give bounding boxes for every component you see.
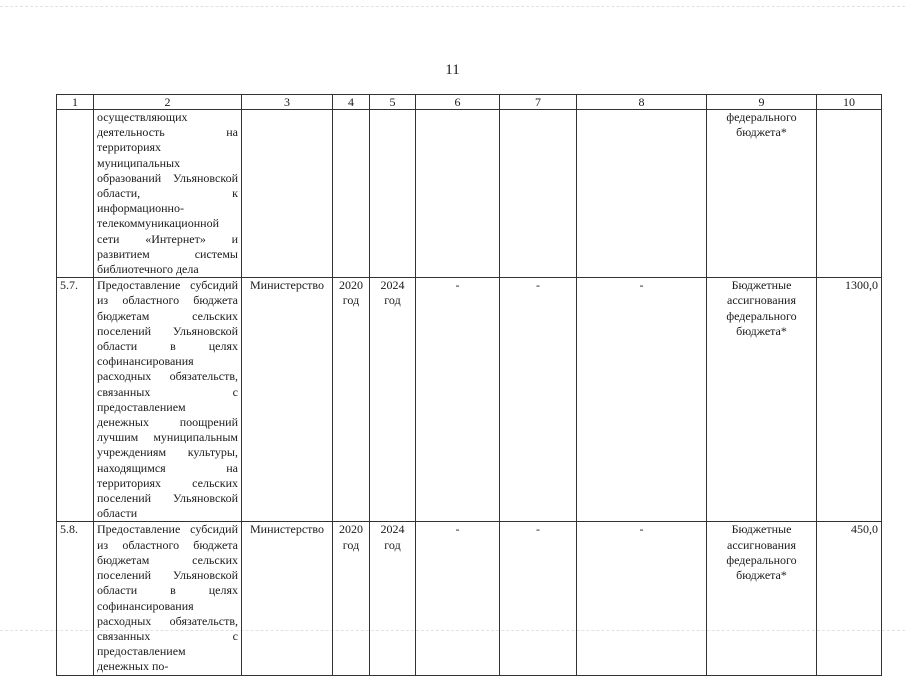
funding-amount: 1300,0 bbox=[817, 278, 882, 522]
executor bbox=[242, 110, 333, 278]
column-header: 1 bbox=[57, 95, 94, 110]
cell-col-7: - bbox=[500, 522, 577, 675]
page-number: 11 bbox=[445, 62, 460, 78]
column-header: 7 bbox=[500, 95, 577, 110]
end-year: 2024 год bbox=[370, 278, 416, 522]
funding-source: Бюджетные ассигнования федерального бюджета* bbox=[707, 278, 817, 522]
cell-col-6 bbox=[416, 110, 500, 278]
cell-col-8: - bbox=[577, 522, 707, 675]
cell-col-8: - bbox=[577, 278, 707, 522]
end-year bbox=[370, 110, 416, 278]
funding-amount: 450,0 bbox=[817, 522, 882, 675]
measure-description: Предоставление субсидий из областного бюджета бюджетам сельских поселений Ульяновской области в целях софинансирования расходных обязательств, связанных с предоставлением денежных поощрений лучшим муниципальным учреждениям культуры, находящимся на территориях сельских поселений Ульяновской области bbox=[94, 278, 242, 522]
column-header: 8 bbox=[577, 95, 707, 110]
cell-col-6: - bbox=[416, 522, 500, 675]
column-header: 3 bbox=[242, 95, 333, 110]
start-year bbox=[333, 110, 370, 278]
column-header: 5 bbox=[370, 95, 416, 110]
measure-description: Предоставление субсидий из областного бюджета бюджетам сельских поселений Ульяновской области в целях софинансирования расходных обязательств, связанных с предоставлением денежных по- bbox=[94, 522, 242, 675]
cell-col-7: - bbox=[500, 278, 577, 522]
table-row bbox=[57, 110, 882, 278]
cell-col-7 bbox=[500, 110, 577, 278]
table-row bbox=[57, 522, 882, 675]
program-table bbox=[56, 94, 882, 676]
measure-description: осуществляющих деятельность на территориях муниципальных образований Ульяновской области, к информационно-телекоммуникационной сети «Интернет» и развитием системы библиотечного дела bbox=[94, 110, 242, 278]
funding-amount bbox=[817, 110, 882, 278]
cell-col-8 bbox=[577, 110, 707, 278]
column-header: 10 bbox=[817, 95, 882, 110]
column-header: 6 bbox=[416, 95, 500, 110]
funding-source: федерального бюджета* bbox=[707, 110, 817, 278]
executor: Министерство bbox=[242, 278, 333, 522]
executor: Министерство bbox=[242, 522, 333, 675]
scan-edge-top bbox=[0, 6, 905, 9]
row-number: 5.8. bbox=[57, 522, 94, 675]
column-number-row bbox=[57, 95, 882, 110]
column-header: 9 bbox=[707, 95, 817, 110]
column-header: 2 bbox=[94, 95, 242, 110]
funding-source: Бюджетные ассигнования федерального бюджета* bbox=[707, 522, 817, 675]
row-number: 5.7. bbox=[57, 278, 94, 522]
table-row bbox=[57, 278, 882, 522]
cell-col-6: - bbox=[416, 278, 500, 522]
start-year: 2020 год bbox=[333, 278, 370, 522]
column-header: 4 bbox=[333, 95, 370, 110]
start-year: 2020 год bbox=[333, 522, 370, 675]
end-year: 2024 год bbox=[370, 522, 416, 675]
row-number bbox=[57, 110, 94, 278]
